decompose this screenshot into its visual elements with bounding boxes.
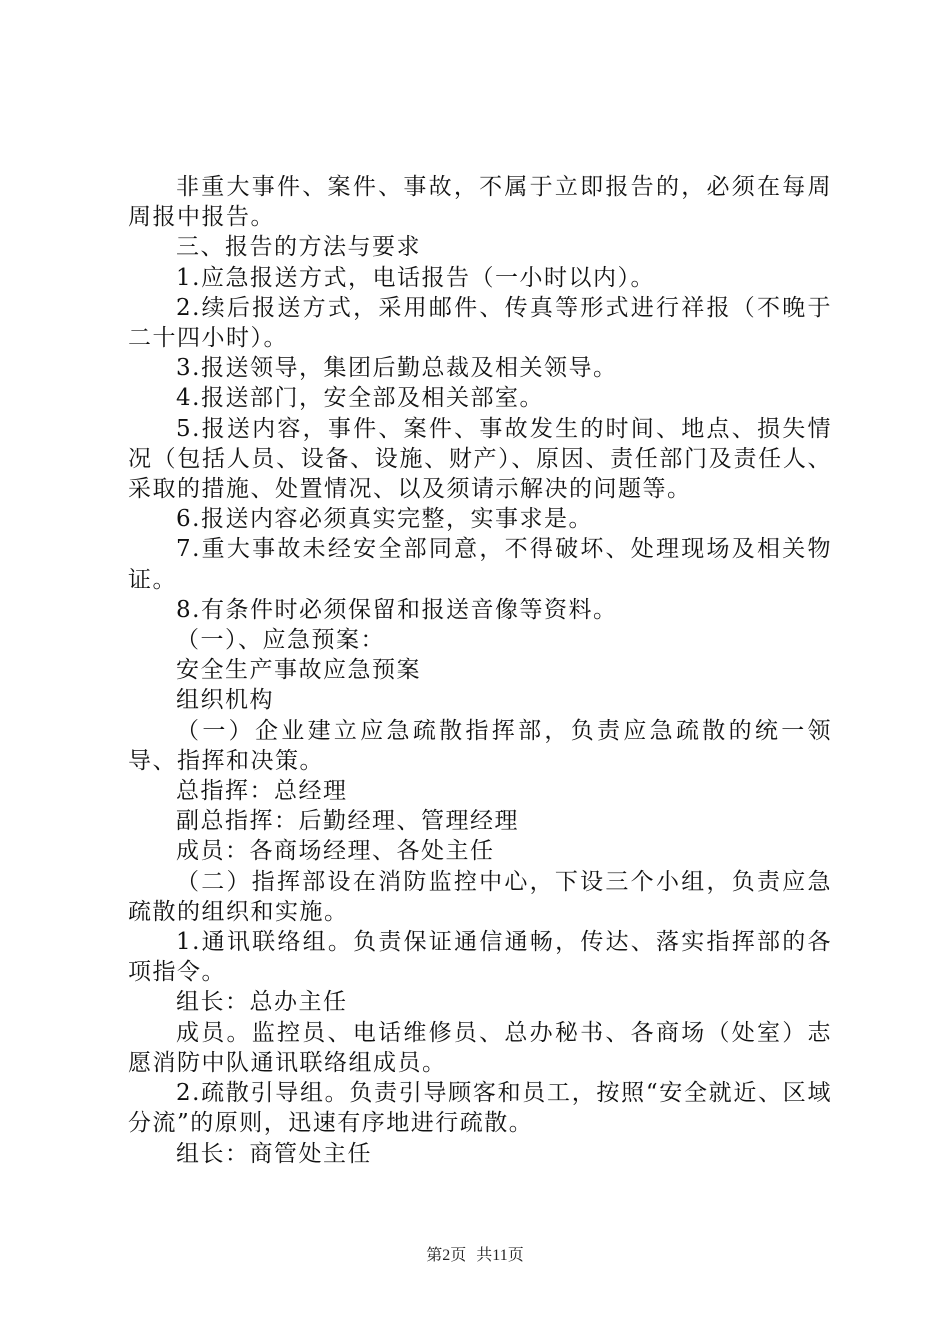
paragraph: 4.报送部门，安全部及相关部室。	[176, 385, 544, 412]
section-heading: （一）、应急预案：	[176, 627, 385, 654]
paragraph: 总指挥：总经理	[176, 778, 348, 805]
section-heading: 安全生产事故应急预案	[176, 657, 421, 684]
paragraph: 3.报送领导，集团后勤总裁及相关领导。	[176, 355, 618, 382]
paragraph: （一）企业建立应急疏散指挥部，负责应急疏散的统一领导、指挥和决策。	[128, 717, 832, 774]
paragraph: 2.续后报送方式，采用邮件、传真等形式进行祥报（不晚于二十四小时）。	[128, 294, 832, 352]
page-total: 共11页	[476, 1247, 524, 1264]
paragraph: 组长：总办主任	[176, 989, 348, 1016]
paragraph: 1.通讯联络组。负责保证通信通畅，传达、落实指挥部的各项指令。	[128, 929, 832, 986]
section-heading: 三、报告的方法与要求	[176, 234, 421, 261]
document-body	[128, 172, 832, 1169]
paragraph: 1.应急报送方式，电话报告（一小时以内）。	[176, 264, 655, 291]
paragraph: 非重大事件、案件、事故，不属于立即报告的，必须在每周周报中报告。	[128, 174, 832, 231]
paragraph: 副总指挥：后勤经理、管理经理	[176, 808, 519, 835]
page-footer	[0, 1242, 950, 1265]
paragraph: 8.有条件时必须保留和报送音像等资料。	[176, 596, 618, 623]
section-heading: 组织机构	[176, 687, 274, 714]
paragraph: 组长：商管处主任	[176, 1140, 372, 1167]
paragraph: 6.报送内容必须真实完整，实事求是。	[176, 506, 593, 533]
paragraph: 7.重大事故未经安全部同意，不得破坏、处理现场及相关物证。	[128, 536, 832, 593]
paragraph: 5.报送内容，事件、案件、事故发生的时间、地点、损失情况（包括人员、设备、设施、财产）、原因、责任部门及责任人、采取的措施、处置情况、以及须请示解决的问题等。	[128, 415, 832, 503]
paragraph: 成员。监控员、电话维修员、总办秘书、各商场（处室）志愿消防中队通讯联络组成员。	[128, 1019, 832, 1076]
paragraph: 成员：各商场经理、各处主任	[176, 838, 495, 865]
paragraph: （二）指挥部设在消防监控中心，下设三个小组，负责应急疏散的组织和实施。	[128, 868, 832, 925]
paragraph: 2.疏散引导组。负责引导顾客和员工，按照“安全就近、区域分流”的原则，迅速有序地进行疏散。	[128, 1080, 832, 1137]
page-number: 第2页	[426, 1247, 467, 1264]
